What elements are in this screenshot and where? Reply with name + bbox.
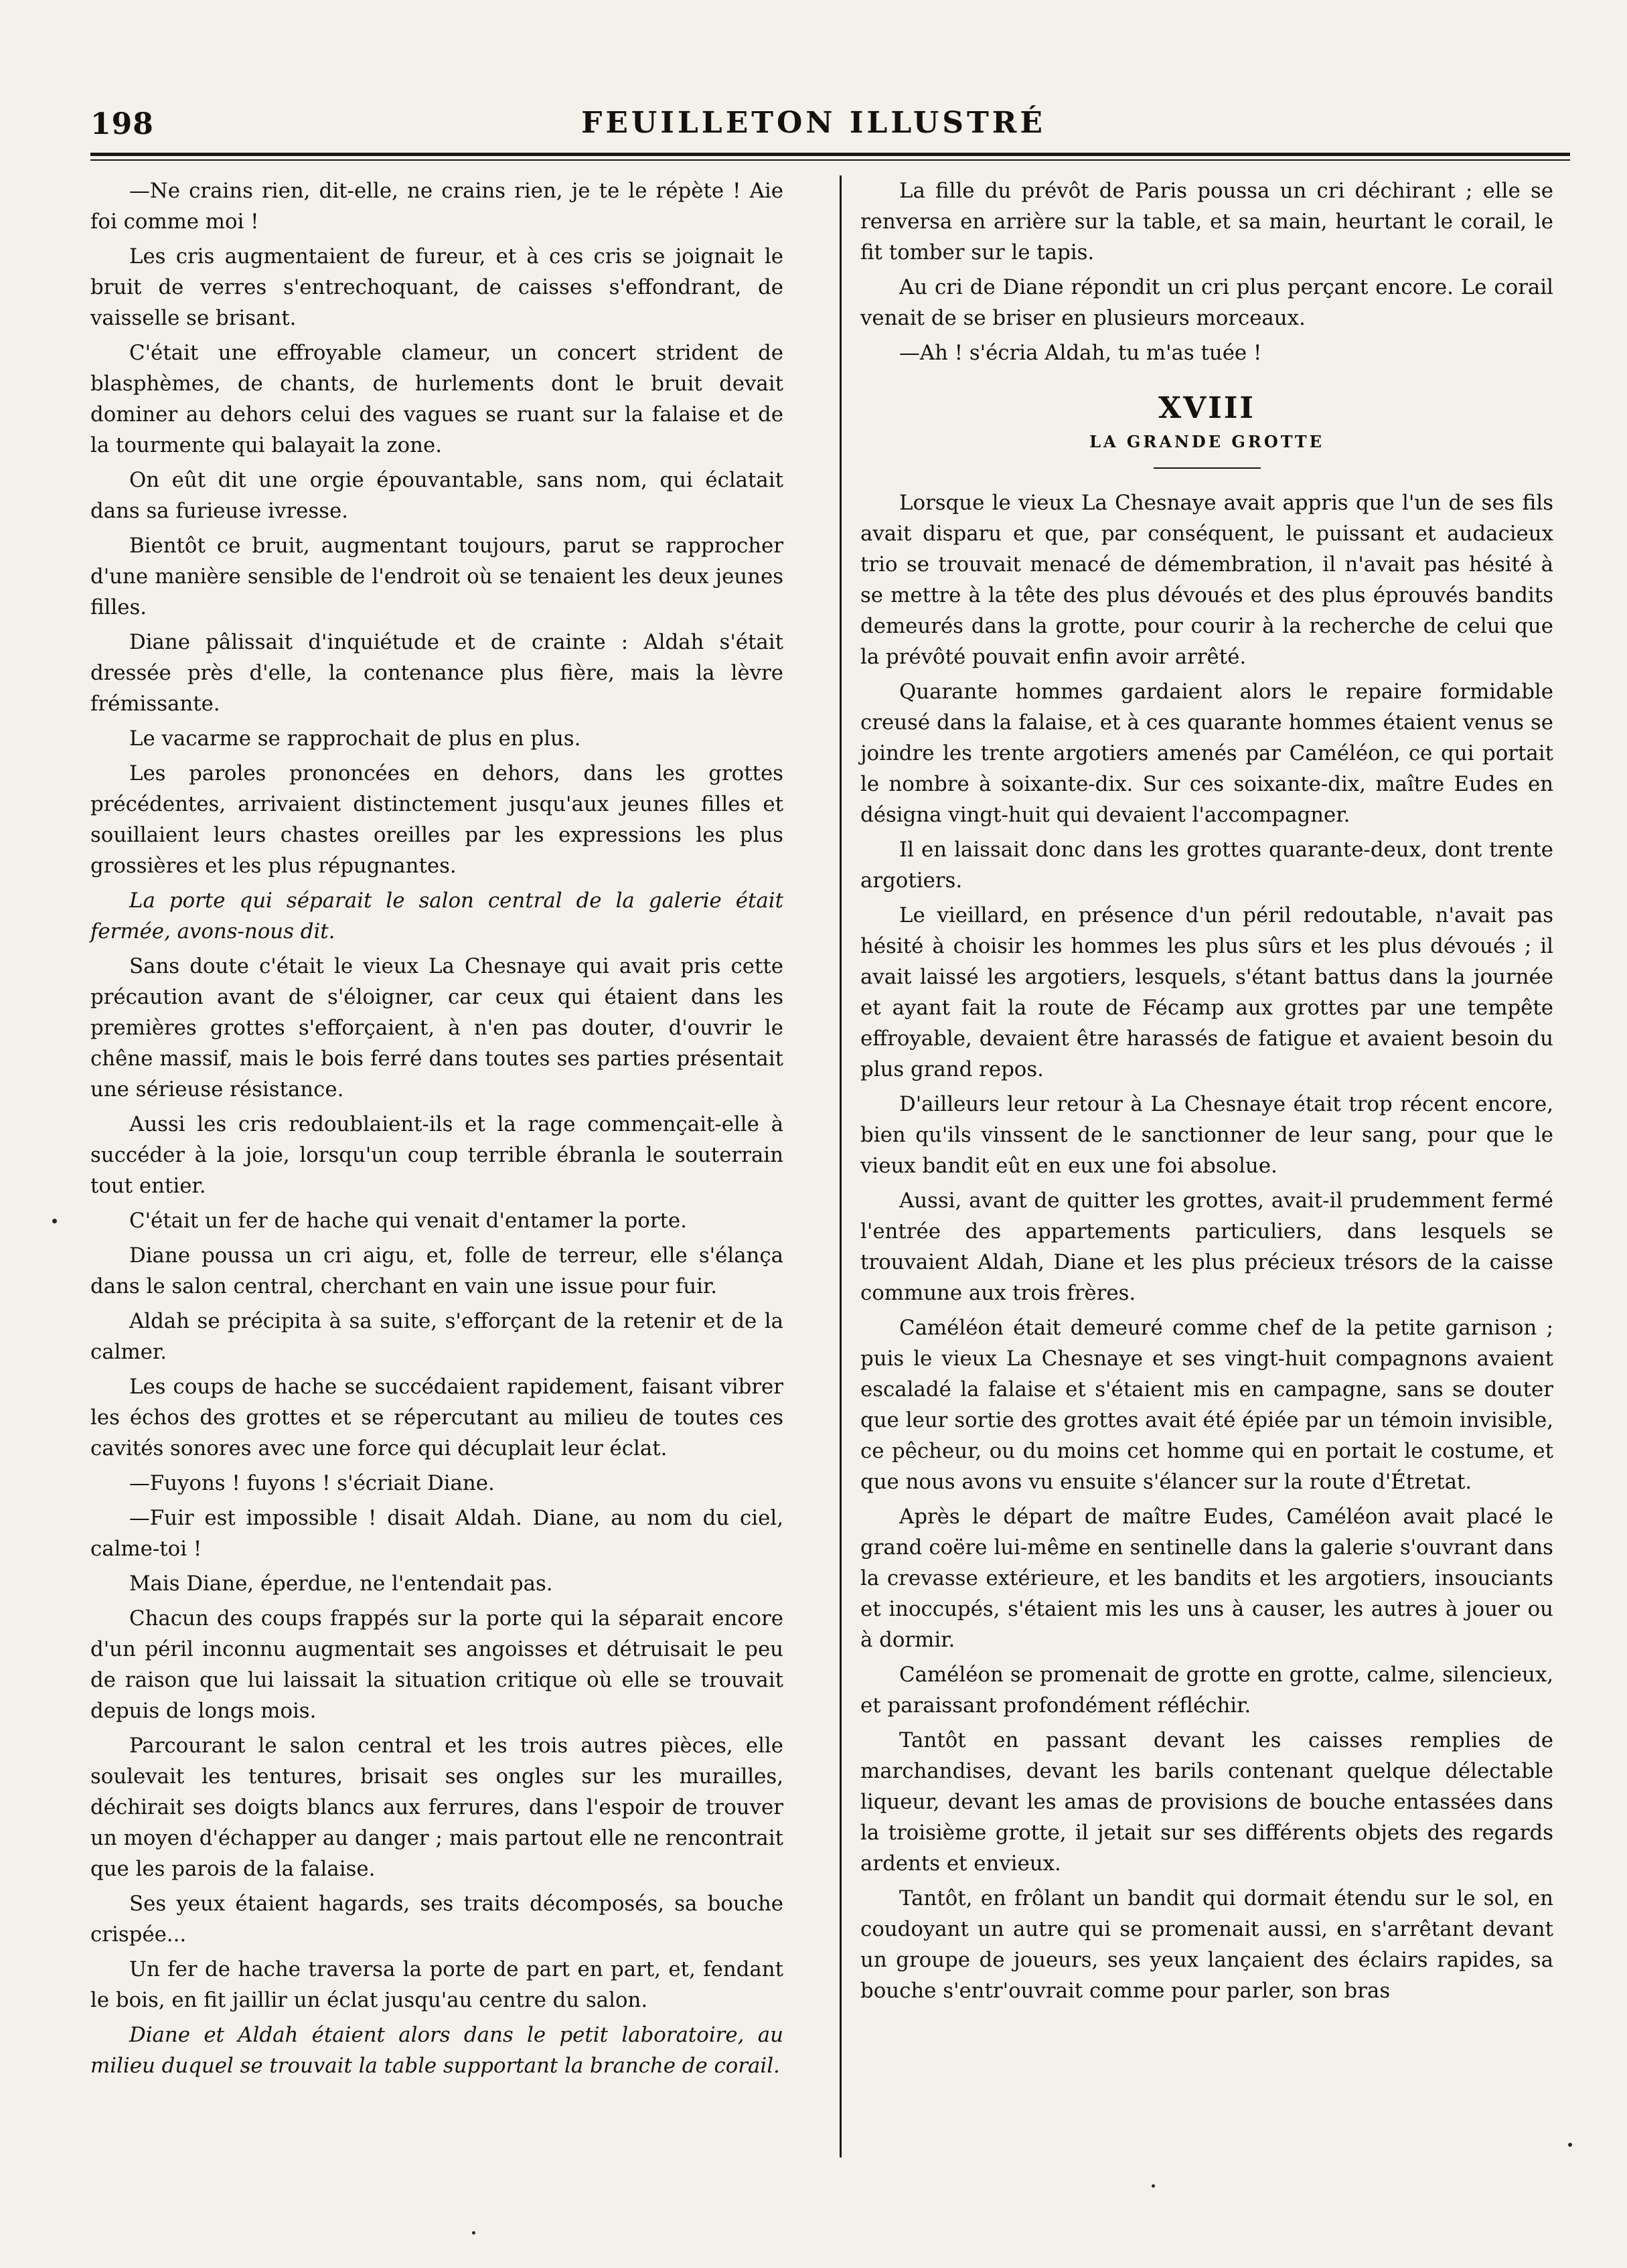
header-rule	[90, 153, 1570, 156]
page-number: 198	[90, 107, 154, 141]
right-column-top	[860, 175, 1553, 368]
paragraph: Après le départ de maître Eudes, Caméléon avait placé le grand coëre lui-même en sentinelle dans la galerie s'ouvrant dans la crevasse extérieure, et les bandits et les argotiers, insouciants et inoccupés, s'étaient mis les uns à causer, les autres à jouer ou à dormir.	[860, 1505, 1553, 1652]
paragraph: Caméléon était demeuré comme chef de la petite garnison ; puis le vieux La Chesnaye et ses vingt-huit compagnons avaient escaladé la falaise et s'étaient mis en campagne, sans se douter que leur sortie des grottes avait été épiée par un témoin invisible, ce pêcheur, ou du moins cet homme qui en portait le costume, et que nous avons vu ensuite s'élancer sur la route d'Étretat.	[860, 1316, 1553, 1494]
paragraph: Parcourant le salon central et les trois autres pièces, elle soulevait les tentures, brisait ses ongles sur les murailles, déchirait ses doigts blancs aux ferrures, dans l'espoir de trouver un moyen d'échapper au danger ; mais partout elle ne rencontrait que les parois de la falaise.	[90, 1734, 783, 1881]
paragraph: La fille du prévôt de Paris poussa un cri déchirant ; elle se renversa en arrière sur la table, et sa main, heurtant le corail, le fit tomber sur le tapis.	[860, 179, 1553, 264]
paragraph: Il en laissait donc dans les grottes quarante-deux, dont trente argotiers.	[860, 838, 1553, 893]
paragraph: Le vieillard, en présence d'un péril redoutable, n'avait pas hésité à choisir les hommes les plus sûrs et les plus dévoués ; il avait laissé les argotiers, lesquels, s'étant battus dans la journée et ayant fait la route de Fécamp aux grottes par une tempête effroyable, devaient être harassés de fatigue et avaient besoin du plus grand repos.	[860, 903, 1553, 1081]
paragraph: Tantôt, en frôlant un bandit qui dormait étendu sur le sol, en coudoyant un autre qui se promenait aussi, en s'arrêtant devant un groupe de joueurs, ses yeux lançaient des éclairs rapides, sa bouche s'entr'ouvrait comme pour parler, son bras	[860, 1886, 1553, 2003]
paragraph: Caméléon se promenait de grotte en grotte, calme, silencieux, et paraissant profondément réfléchir.	[860, 1663, 1553, 1718]
paragraph: Ses yeux étaient hagards, ses traits décomposés, sa bouche crispée...	[90, 1892, 783, 1947]
paragraph: Aussi, avant de quitter les grottes, avait-il prudemment fermé l'entrée des appartements particuliers, dans lesquels se trouvaient Aldah, Diane et les plus précieux trésors de la caisse commune aux trois frères.	[860, 1189, 1553, 1305]
paragraph: Aussi les cris redoublaient-ils et la rage commençait-elle à succéder à la joie, lorsqu'un coup terrible ébranla le souterrain tout entier.	[90, 1112, 783, 1198]
paragraph: Aldah se précipita à sa suite, s'efforçant de la retenir et de la calmer.	[90, 1309, 783, 1364]
chapter-number: XVIII	[1158, 391, 1256, 425]
right-column-bottom	[860, 487, 1553, 2006]
right-column	[860, 175, 1553, 2010]
paragraph: Le vacarme se rapprochait de plus en plus.	[129, 727, 581, 751]
print-speck	[1152, 2184, 1155, 2188]
chapter-title: LA GRANDE GROTTE	[1089, 432, 1324, 451]
paragraph: —Fuyons ! fuyons ! s'écriait Diane.	[129, 1471, 495, 1495]
paragraph: Diane poussa un cri aigu, et, folle de terreur, elle s'élança dans le salon central, cherchant en vain une issue pour fuir.	[90, 1243, 783, 1298]
paragraph: Quarante hommes gardaient alors le repaire formidable creusé dans la falaise, et à ces quarante hommes étaient venus se joindre les trente argotiers amenés par Caméléon, ce qui portait le nombre à soixante-dix. Sur ces soixante-dix, maître Eudes en désigna vingt-huit qui devaient l'accompagner.	[860, 680, 1553, 827]
paragraph: —Ah ! s'écria Aldah, tu m'as tuée !	[899, 341, 1262, 365]
paragraph: Tantôt en passant devant les caisses remplies de marchandises, devant les barils contenant quelque délectable liqueur, devant les amas de provisions de bouche entassées dans la troisième grotte, il jetait sur ses différents objets des regards ardents et envieux.	[860, 1728, 1553, 1876]
paragraph: —Ne crains rien, dit-elle, ne crains rien, je te le répète ! Aie foi comme moi !	[90, 179, 783, 234]
paragraph: Bientôt ce bruit, augmentant toujours, parut se rapprocher d'une manière sensible de l'endroit où se tenaient les deux jeunes filles.	[90, 534, 783, 619]
column-divider	[840, 175, 842, 2158]
print-speck	[472, 2231, 475, 2235]
left-column	[90, 175, 783, 2085]
paragraph: Chacun des coups frappés sur la porte qui la séparait encore d'un péril inconnu augmentait ses angoisses et détruisait le peu de raison que lui laissait la situation critique où elle se trouvait depuis de longs mois.	[90, 1606, 783, 1723]
print-speck	[1568, 2143, 1572, 2147]
paragraph: C'était un fer de hache qui venait d'entamer la porte.	[129, 1209, 687, 1233]
paragraph: Sans doute c'était le vieux La Chesnaye qui avait pris cette précaution avant de s'éloigner, car ceux qui étaient dans les premières grottes s'efforçaient, à n'en pas douter, d'ouvrir le chêne massif, mais le bois ferré dans toutes ses parties présentait une sérieuse résistance.	[90, 954, 783, 1102]
paragraph: La porte qui séparait le salon central de la galerie était fermée, avons-nous dit.	[90, 889, 783, 943]
paragraph: Les coups de hache se succédaient rapidement, faisant vibrer les échos des grottes et se répercutant au milieu de toutes ces cavités sonores avec une force qui décuplait leur éclat.	[90, 1375, 783, 1460]
paragraph: —Fuir est impossible ! disait Aldah. Diane, au nom du ciel, calme-toi !	[90, 1506, 783, 1561]
running-title: FEUILLETON ILLUSTRÉ	[581, 106, 1046, 140]
chapter-rule	[1154, 467, 1261, 469]
paragraph: Mais Diane, éperdue, ne l'entendait pas.	[129, 1572, 553, 1596]
paragraph: Au cri de Diane répondit un cri plus perçant encore. Le corail venait de se briser en plusieurs morceaux.	[860, 275, 1553, 330]
paragraph: On eût dit une orgie épouvantable, sans nom, qui éclatait dans sa furieuse ivresse.	[90, 468, 783, 523]
paragraph: Les paroles prononcées en dehors, dans les grottes précédentes, arrivaient distinctement jusqu'aux jeunes filles et souillaient leurs chastes oreilles par les expressions les plus grossières et les plus répugnantes.	[90, 761, 783, 878]
paragraph: Lorsque le vieux La Chesnaye avait appris que l'un de ses fils avait disparu et que, par conséquent, le puissant et audacieux trio se trouvait menacé de démembration, il n'avait pas hésité à se mettre à la tête des plus dévoués et des plus éprouvés bandits demeurés dans la grotte, pour courir à la recherche de celui que la prévôté pouvait enfin avoir arrêté.	[860, 491, 1553, 669]
chapter-heading	[860, 388, 1553, 469]
paragraph: Les cris augmentaient de fureur, et à ces cris se joignait le bruit de verres s'entrechoquant, de caisses s'effondrant, de vaisselle se brisant.	[90, 244, 783, 330]
paragraph: Diane pâlissait d'inquiétude et de crainte : Aldah s'était dressée près d'elle, la contenance plus fière, mais la lèvre frémissante.	[90, 630, 783, 716]
paragraph: C'était une effroyable clameur, un concert strident de blasphèmes, de chants, de hurlements dont le bruit devait dominer au dehors celui des vagues se ruant sur la falaise et de la tourmente qui balayait la zone.	[90, 341, 783, 457]
header-rule-thin	[90, 159, 1570, 161]
paragraph: D'ailleurs leur retour à La Chesnaye était trop récent encore, bien qu'ils vinssent de le sanctionner de leur sang, pour que le vieux bandit eût en eux une foi absolue.	[860, 1092, 1553, 1178]
print-speck	[52, 1219, 57, 1223]
paragraph: Diane et Aldah étaient alors dans le petit laboratoire, au milieu duquel se trouvait la table supportant la branche de corail.	[90, 2023, 783, 2078]
paragraph: Un fer de hache traversa la porte de part en part, et, fendant le bois, en fit jaillir un éclat jusqu'au centre du salon.	[90, 1957, 783, 2012]
